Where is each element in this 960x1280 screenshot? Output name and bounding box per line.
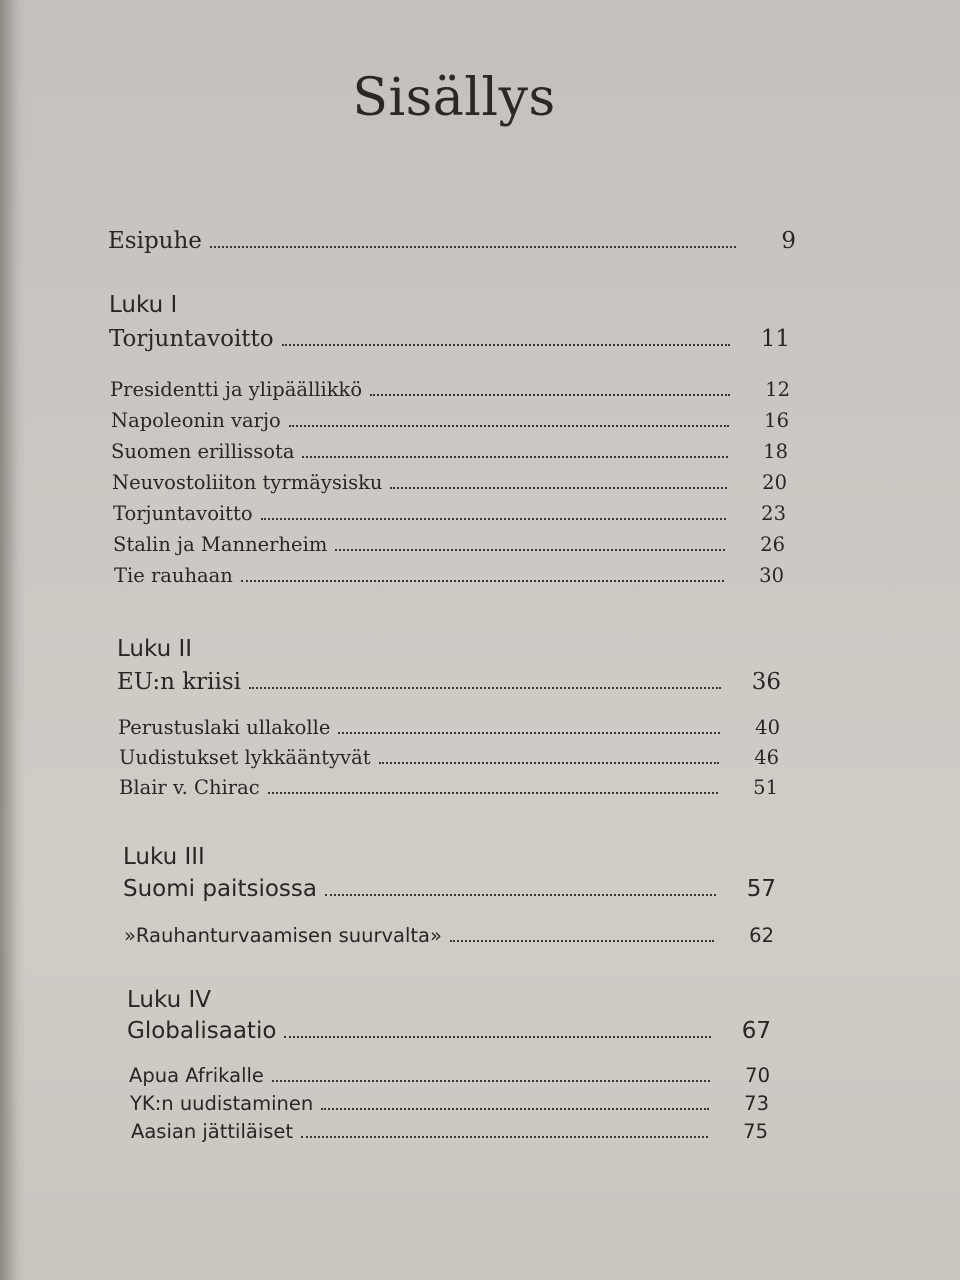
chapter-main-entry-3 <box>123 876 776 902</box>
chapter-main-entry-1 <box>109 326 790 352</box>
toc-section-entry: Aasian jättiläiset 75 <box>131 1120 768 1143</box>
leader-dots <box>325 894 716 896</box>
toc-entry-page: 9 <box>781 228 796 254</box>
leader-dots <box>284 1036 711 1038</box>
chapter-main-entry-4 <box>127 1018 771 1044</box>
chapter-label-1: Luku I <box>109 292 178 318</box>
toc-entry-title: Torjuntavoitto <box>109 326 274 352</box>
toc-section-entry: Perustuslaki ullakolle 40 <box>118 716 780 739</box>
leader-dots <box>210 246 736 248</box>
toc-section-entry: Stalin ja Mannerheim 26 <box>113 533 785 556</box>
toc-entry-title: Suomi paitsiossa <box>123 876 317 902</box>
toc-section-entry: Napoleonin varjo 16 <box>111 409 789 432</box>
chapter-label-4: Luku IV <box>127 987 212 1013</box>
toc-entry-page: 36 <box>751 669 781 695</box>
toc-section-entry: Apua Afrikalle 70 <box>129 1064 770 1087</box>
toc-section-entry: Tie rauhaan 30 <box>114 564 784 587</box>
chapter-label-3: Luku III <box>123 844 205 870</box>
page-edge-shadow <box>0 0 26 1280</box>
chapter-main-entry-2 <box>117 669 781 695</box>
toc-entry-page: 67 <box>741 1018 771 1044</box>
toc-entry-title: Esipuhe <box>108 228 202 254</box>
toc-section-entry: Neuvostoliiton tyrmäysisku 20 <box>112 471 787 494</box>
leader-dots <box>249 687 721 689</box>
toc-section-entry: »Rauhanturvaamisen suurvalta» 62 <box>124 924 774 947</box>
toc-section-entry: Suomen erillissota 18 <box>111 440 788 463</box>
toc-section-entry: Blair v. Chirac 51 <box>119 776 778 799</box>
toc-section-entry: YK:n uudistaminen 73 <box>130 1092 769 1115</box>
toc-section-entry: Presidentti ja ylipäällikkö 12 <box>110 378 790 401</box>
toc-entry-page: 57 <box>746 876 776 902</box>
toc-entry-title: Globalisaatio <box>127 1018 277 1044</box>
toc-entry-title: EU:n kriisi <box>117 669 242 695</box>
toc-section-entry: Torjuntavoitto 23 <box>113 502 786 525</box>
leader-dots <box>282 344 730 346</box>
page-title: Sisällys <box>352 68 556 128</box>
chapter-label-2: Luku II <box>117 636 193 662</box>
toc-entry-preface <box>108 228 796 254</box>
toc-entry-page: 11 <box>760 326 790 352</box>
toc-section-entry: Uudistukset lykkääntyvät 46 <box>119 746 779 769</box>
